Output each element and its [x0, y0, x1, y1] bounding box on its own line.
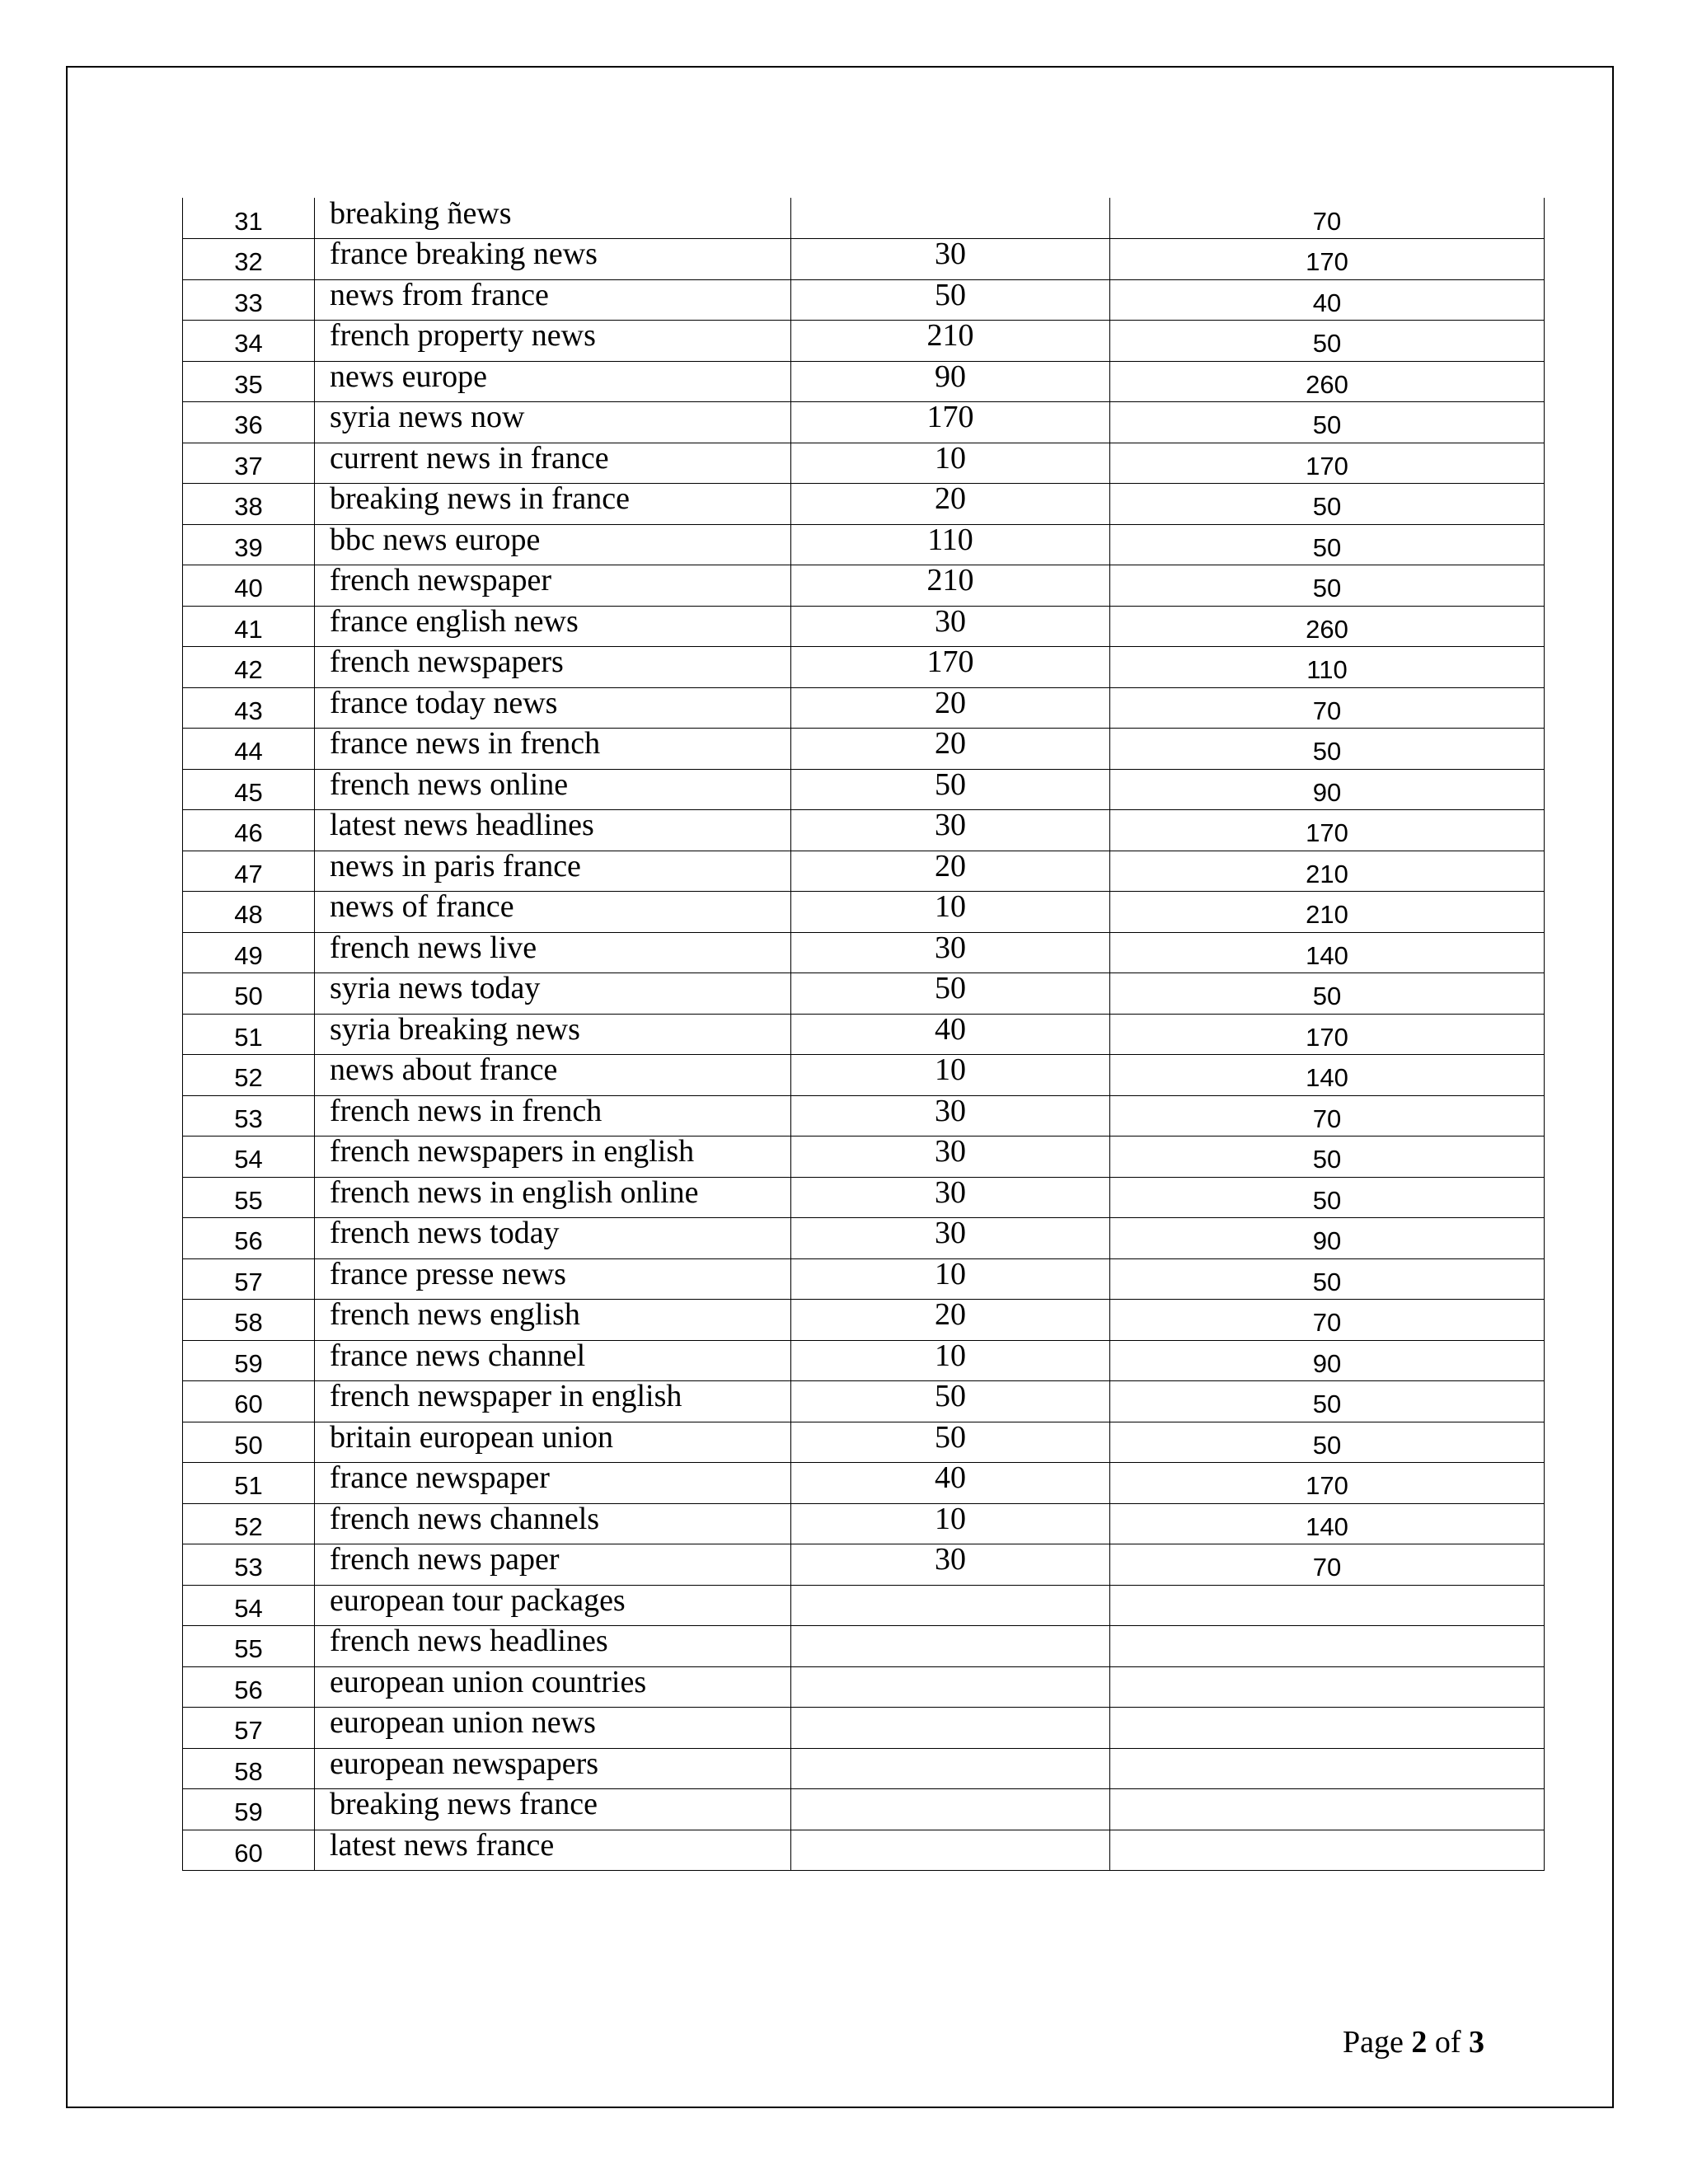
keyword-cell: [315, 1218, 791, 1259]
keyword-cell: [315, 279, 791, 321]
value-b-cell: [1110, 1585, 1545, 1626]
value-a-cell: [791, 810, 1110, 851]
row-number-cell: 48: [183, 892, 315, 933]
keyword-text: french newspapers in english: [330, 1134, 695, 1169]
table-row: [183, 1218, 1545, 1259]
value-a-text: 30: [935, 1174, 966, 1210]
value-b-cell: 70: [1110, 1300, 1545, 1341]
table-row: [183, 1708, 1545, 1749]
table-row: [183, 1463, 1545, 1504]
keyword-cell: [315, 524, 791, 565]
value-b-cell: 40: [1110, 279, 1545, 321]
keyword-text: current news in france: [330, 440, 609, 476]
row-number-cell: 47: [183, 851, 315, 892]
row-number-cell: 59: [183, 1340, 315, 1381]
keyword-text: french newspaper: [330, 563, 552, 598]
row-number-cell: 50: [183, 1422, 315, 1463]
value-a-cell: [791, 279, 1110, 321]
table-row: [183, 361, 1545, 402]
value-a-cell: [791, 1460, 1110, 1504]
table-row: [183, 1789, 1545, 1830]
table-row: [183, 1258, 1545, 1300]
row-number-cell: 53: [183, 1095, 315, 1137]
value-b-cell: 50: [1110, 1258, 1545, 1300]
value-a-cell: [791, 1789, 1110, 1830]
row-number-cell: 45: [183, 769, 315, 810]
keyword-text: france presse news: [330, 1256, 566, 1291]
value-b-cell: 170: [1110, 239, 1545, 280]
value-a-cell: [791, 1585, 1110, 1626]
value-b-cell: 110: [1110, 647, 1545, 688]
row-number-cell: 51: [183, 1014, 315, 1055]
value-a-text: 50: [935, 971, 966, 1006]
row-number-cell: 43: [183, 687, 315, 729]
value-a-text: 10: [935, 440, 966, 476]
value-b-cell: 50: [1110, 1422, 1545, 1463]
value-b-cell: [1110, 1830, 1545, 1871]
value-b-cell: 50: [1110, 729, 1545, 770]
value-b-cell: 140: [1110, 932, 1545, 973]
keyword-cell: [315, 810, 791, 851]
keyword-text: european newspapers: [330, 1746, 599, 1781]
table-row: [183, 1666, 1545, 1708]
value-a-cell: [791, 1134, 1110, 1178]
row-number-cell: 49: [183, 932, 315, 973]
value-a-cell: [791, 1052, 1110, 1096]
value-a-text: 30: [935, 808, 966, 843]
value-a-text: 20: [935, 481, 966, 517]
value-b-cell: 50: [1110, 1137, 1545, 1178]
row-number-cell: 53: [183, 1544, 315, 1586]
value-b-cell: 50: [1110, 973, 1545, 1015]
value-b-cell: 260: [1110, 606, 1545, 647]
keyword-cell: [315, 1011, 791, 1055]
row-number-cell: 60: [183, 1381, 315, 1422]
keyword-cell: [315, 1827, 791, 1871]
table-row: [183, 239, 1545, 280]
row-number-cell: 58: [183, 1300, 315, 1341]
row-number-cell: 58: [183, 1748, 315, 1789]
value-a-cell: [791, 644, 1110, 688]
table-row: [183, 1381, 1545, 1422]
keyword-cell: [315, 603, 791, 647]
keyword-text: latest news headlines: [330, 808, 594, 843]
keyword-text: france news in french: [330, 726, 601, 762]
keyword-cell: [315, 481, 791, 525]
table-row: [183, 729, 1545, 770]
table-row: [183, 1422, 1545, 1463]
row-number-cell: 41: [183, 606, 315, 647]
value-a-text: 50: [935, 1379, 966, 1414]
row-number-cell: 40: [183, 565, 315, 607]
table-row: [183, 1830, 1545, 1871]
value-b-cell: [1110, 1708, 1545, 1749]
keyword-text: breaking ñews: [330, 195, 512, 231]
keyword-text: french newspapers: [330, 644, 564, 680]
table-row: [183, 1137, 1545, 1178]
page-footer: [1343, 2024, 1484, 2060]
value-a-cell: [791, 198, 1110, 239]
table-row: [183, 769, 1545, 810]
keyword-text: french news today: [330, 1216, 560, 1251]
value-b-cell: 170: [1110, 1014, 1545, 1055]
value-b-cell: 70: [1110, 198, 1545, 239]
value-a-text: 30: [935, 1542, 966, 1577]
value-a-text: 30: [935, 1134, 966, 1169]
table-row: [183, 524, 1545, 565]
value-a-text: 20: [935, 1297, 966, 1333]
value-a-text: 20: [935, 726, 966, 762]
row-number-cell: 39: [183, 524, 315, 565]
table-row: [183, 647, 1545, 688]
value-a-cell: [791, 1626, 1110, 1667]
value-a-cell: [791, 1011, 1110, 1055]
keyword-cell: [315, 1095, 791, 1137]
value-a-cell: [791, 1340, 1110, 1381]
keyword-text: french news live: [330, 930, 537, 965]
keyword-cell: [315, 440, 791, 484]
value-a-text: 30: [935, 603, 966, 639]
keyword-cell: [315, 1052, 791, 1096]
keyword-cell: [315, 318, 791, 362]
row-number-cell: 36: [183, 402, 315, 443]
keyword-cell: [315, 1460, 791, 1504]
value-a-cell: [791, 318, 1110, 362]
keyword-text: european tour packages: [330, 1582, 626, 1618]
keyword-cell: [315, 1789, 791, 1830]
value-a-text: 20: [935, 848, 966, 883]
value-a-cell: [791, 1258, 1110, 1300]
value-a-cell: [791, 1748, 1110, 1789]
row-number-cell: 56: [183, 1666, 315, 1708]
value-a-text: 40: [935, 1011, 966, 1047]
keyword-text: news europe: [330, 359, 487, 394]
keyword-cell: [315, 889, 791, 933]
value-a-cell: [791, 481, 1110, 525]
value-a-text: 170: [926, 400, 974, 435]
table-row: [183, 1340, 1545, 1381]
value-a-cell: [791, 1095, 1110, 1137]
keyword-text: french news online: [330, 766, 569, 802]
value-a-cell: [791, 726, 1110, 770]
row-number-cell: 37: [183, 443, 315, 484]
keyword-text: european union countries: [330, 1664, 647, 1699]
page-word: Page: [1342, 2025, 1404, 2060]
keyword-text: france english news: [330, 603, 579, 639]
value-a-cell: [791, 766, 1110, 810]
page-total: 3: [1469, 2025, 1484, 2060]
keyword-text: french news channels: [330, 1501, 600, 1536]
row-number-cell: 57: [183, 1708, 315, 1749]
table-row: [183, 851, 1545, 892]
value-a-text: 50: [935, 1419, 966, 1455]
value-a-cell: [791, 1708, 1110, 1749]
value-a-text: 40: [935, 1460, 966, 1496]
value-b-cell: 70: [1110, 1095, 1545, 1137]
keyword-cell: [315, 1748, 791, 1789]
value-a-text: 10: [935, 889, 966, 925]
value-a-cell: [791, 1381, 1110, 1422]
value-a-text: 10: [935, 1338, 966, 1373]
keyword-text: french property news: [330, 318, 596, 354]
keyword-text: french news paper: [330, 1542, 560, 1577]
value-b-cell: 50: [1110, 321, 1545, 362]
value-b-cell: 210: [1110, 851, 1545, 892]
keyword-cell: [315, 1544, 791, 1586]
value-b-cell: 260: [1110, 361, 1545, 402]
row-number-cell: 31: [183, 198, 315, 239]
value-a-cell: [791, 440, 1110, 484]
keyword-cell: [315, 239, 791, 280]
table-row: [183, 1014, 1545, 1055]
keyword-text: france breaking news: [330, 237, 598, 272]
value-b-cell: 70: [1110, 687, 1545, 729]
table-row: [183, 1626, 1545, 1667]
keyword-cell: [315, 1258, 791, 1300]
value-b-cell: 170: [1110, 810, 1545, 851]
keyword-cell: [315, 1174, 791, 1218]
keyword-cell: [315, 1626, 791, 1667]
value-a-text: 50: [935, 766, 966, 802]
value-a-text: 30: [935, 237, 966, 272]
keyword-text: news about france: [330, 1052, 558, 1088]
table-row: [183, 1055, 1545, 1096]
value-a-text: 20: [935, 685, 966, 720]
value-b-cell: 50: [1110, 484, 1545, 525]
value-a-cell: [791, 565, 1110, 607]
keyword-text: french news headlines: [330, 1624, 608, 1659]
keyword-text: france newspaper: [330, 1460, 550, 1496]
value-a-text: 110: [927, 522, 973, 557]
row-number-cell: 46: [183, 810, 315, 851]
row-number-cell: 35: [183, 361, 315, 402]
keyword-cell: [315, 973, 791, 1015]
keyword-text: syria news today: [330, 971, 541, 1006]
table-row: [183, 279, 1545, 321]
keyword-cell: [315, 1503, 791, 1544]
value-a-cell: [791, 1830, 1110, 1871]
keyword-cell: [315, 766, 791, 810]
value-a-cell: [791, 1297, 1110, 1341]
table-row: [183, 565, 1545, 607]
keyword-cell: [315, 687, 791, 729]
keyword-cell: [315, 1666, 791, 1708]
row-number-cell: 32: [183, 239, 315, 280]
keyword-text: french news in english online: [330, 1174, 699, 1210]
table-row: [183, 1300, 1545, 1341]
table-row: [183, 1544, 1545, 1586]
keyword-cell: [315, 565, 791, 607]
value-a-cell: [791, 361, 1110, 402]
value-b-cell: 50: [1110, 402, 1545, 443]
value-a-cell: [791, 1419, 1110, 1463]
row-number-cell: 60: [183, 1830, 315, 1871]
value-a-cell: [791, 1218, 1110, 1259]
value-b-cell: 210: [1110, 892, 1545, 933]
row-number-cell: 44: [183, 729, 315, 770]
keyword-cell: [315, 1582, 791, 1626]
table-row: [183, 1585, 1545, 1626]
value-b-cell: 50: [1110, 1177, 1545, 1218]
table-row: [183, 1503, 1545, 1544]
table-row: [183, 687, 1545, 729]
value-b-cell: 170: [1110, 1463, 1545, 1504]
value-a-cell: [791, 239, 1110, 280]
keyword-cell: [315, 1705, 791, 1749]
keyword-cell: [315, 1297, 791, 1341]
row-number-cell: 55: [183, 1177, 315, 1218]
keyword-text: european union news: [330, 1705, 596, 1741]
keyword-text: britain european union: [330, 1419, 614, 1455]
keyword-text: breaking news in france: [330, 481, 631, 517]
table-row: [183, 321, 1545, 362]
keyword-text: breaking news france: [330, 1787, 598, 1822]
value-b-cell: 50: [1110, 524, 1545, 565]
value-a-text: 10: [935, 1256, 966, 1291]
value-b-cell: [1110, 1626, 1545, 1667]
table-row: [183, 932, 1545, 973]
row-number-cell: 33: [183, 279, 315, 321]
keyword-cell: [315, 1381, 791, 1422]
table-row: [183, 198, 1545, 239]
value-b-cell: 140: [1110, 1503, 1545, 1544]
table-row: [183, 402, 1545, 443]
value-a-cell: [791, 1174, 1110, 1218]
value-a-text: 30: [935, 1216, 966, 1251]
keyword-text: french news english: [330, 1297, 580, 1333]
value-a-text: 10: [935, 1052, 966, 1088]
row-number-cell: 55: [183, 1626, 315, 1667]
value-a-text: 210: [926, 563, 974, 598]
keyword-cell: [315, 361, 791, 402]
value-a-cell: [791, 932, 1110, 973]
row-number-cell: 52: [183, 1055, 315, 1096]
keyword-table: [182, 195, 1545, 1871]
keyword-text: french newspaper in english: [330, 1379, 682, 1414]
keyword-cell: [315, 1419, 791, 1463]
value-a-cell: [791, 848, 1110, 892]
value-b-cell: 50: [1110, 565, 1545, 607]
value-a-text: 30: [935, 930, 966, 965]
value-a-cell: [791, 603, 1110, 647]
value-a-text: 210: [926, 318, 974, 354]
value-a-cell: [791, 1544, 1110, 1586]
value-b-cell: 170: [1110, 443, 1545, 484]
keyword-cell: [315, 644, 791, 688]
value-a-cell: [791, 687, 1110, 729]
keyword-cell: [315, 1134, 791, 1178]
table-row: [183, 606, 1545, 647]
value-a-cell: [791, 524, 1110, 565]
row-number-cell: 54: [183, 1585, 315, 1626]
keyword-cell: [315, 848, 791, 892]
value-b-cell: 90: [1110, 1218, 1545, 1259]
keyword-table-body: [183, 195, 1545, 1871]
value-a-cell: [791, 973, 1110, 1015]
value-a-cell: [791, 889, 1110, 933]
table-row: [183, 810, 1545, 851]
keyword-text: bbc news europe: [330, 522, 541, 557]
of-word: of: [1434, 2025, 1461, 2060]
value-a-text: 90: [935, 359, 966, 394]
keyword-cell: [315, 195, 791, 239]
keyword-text: french news in french: [330, 1093, 603, 1128]
row-number-cell: 56: [183, 1218, 315, 1259]
value-a-cell: [791, 1666, 1110, 1708]
keyword-text: news of france: [330, 889, 514, 925]
value-b-cell: 140: [1110, 1055, 1545, 1096]
keyword-cell: [315, 1340, 791, 1381]
keyword-text: france today news: [330, 685, 558, 720]
table-row: [183, 443, 1545, 484]
value-a-cell: [791, 402, 1110, 443]
value-b-cell: [1110, 1666, 1545, 1708]
keyword-cell: [315, 726, 791, 770]
table-row: [183, 1177, 1545, 1218]
value-a-cell: [791, 1503, 1110, 1544]
keyword-text: latest news france: [330, 1827, 555, 1863]
keyword-text: syria breaking news: [330, 1011, 580, 1047]
value-a-text: 50: [935, 277, 966, 312]
row-number-cell: 59: [183, 1789, 315, 1830]
row-number-cell: 50: [183, 973, 315, 1015]
table-row: [183, 1095, 1545, 1137]
page-current: 2: [1411, 2025, 1428, 2060]
value-b-cell: 50: [1110, 1381, 1545, 1422]
row-number-cell: 57: [183, 1258, 315, 1300]
value-b-cell: 90: [1110, 1340, 1545, 1381]
row-number-cell: 42: [183, 647, 315, 688]
table-row: [183, 1748, 1545, 1789]
row-number-cell: 51: [183, 1463, 315, 1504]
keyword-cell: [315, 402, 791, 443]
value-a-text: 170: [926, 644, 974, 680]
value-a-text: 30: [935, 1093, 966, 1128]
table-row: [183, 892, 1545, 933]
keyword-text: france news channel: [330, 1338, 586, 1373]
value-b-cell: [1110, 1748, 1545, 1789]
keyword-text: news in paris france: [330, 848, 581, 883]
table-row: [183, 973, 1545, 1015]
value-a-text: 10: [935, 1501, 966, 1536]
keyword-cell: [315, 932, 791, 973]
value-b-cell: 90: [1110, 769, 1545, 810]
value-b-cell: 70: [1110, 1544, 1545, 1586]
row-number-cell: 34: [183, 321, 315, 362]
table-row: [183, 484, 1545, 525]
row-number-cell: 54: [183, 1137, 315, 1178]
value-b-cell: [1110, 1789, 1545, 1830]
keyword-text: syria news now: [330, 400, 525, 435]
keyword-text: news from france: [330, 277, 549, 312]
row-number-cell: 38: [183, 484, 315, 525]
row-number-cell: 52: [183, 1503, 315, 1544]
